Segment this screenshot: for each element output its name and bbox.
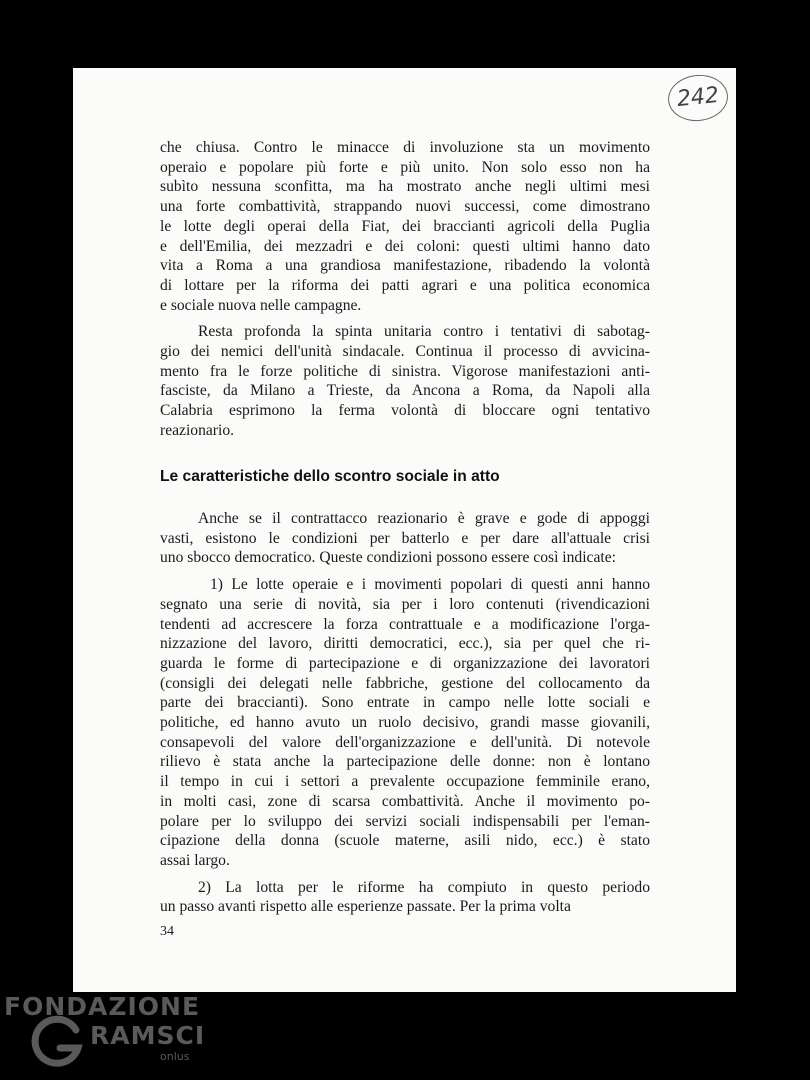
- text-line: assai largo.: [160, 851, 230, 869]
- text-line: Anche se il contrattacco reazionario è grave e gode di appoggi: [198, 510, 650, 527]
- text-line: nizzazione del lavoro, diritti democratici, ecc.), sia per quel che ri-: [160, 635, 650, 653]
- text-line: 2) La lotta per le riforme ha compiuto in questo periodo: [198, 878, 650, 896]
- logo-subtitle: onlus: [160, 1050, 190, 1063]
- logo-line-1: FONDAZIONE: [4, 992, 201, 1021]
- text-line: cipazione della donna (scuole materne, asili nido, ecc.) è stato: [160, 832, 650, 850]
- text-line: il tempo in cui i settori a prevalente occupazione femminile erano,: [160, 773, 650, 791]
- text-line: Resta profonda la spinta unitaria contro i tentativi di sabotag-: [198, 323, 650, 341]
- paragraph-4: [160, 575, 650, 871]
- text-line: 1) Le lotte operaie e i movimenti popolari di questi anni hanno: [210, 576, 650, 594]
- page-number: 34: [160, 924, 174, 939]
- text-line: segnato una serie di novità, sia per i loro contenuti (rivendicazioni: [160, 595, 650, 613]
- text-line: e dell'Emilia, dei mezzadri e dei coloni: questi ultimi hanno dato: [160, 237, 650, 255]
- text-line: politiche, ed hanno avuto un ruolo decisivo, grandi masse giovanili,: [160, 714, 650, 732]
- text-line: parte dei braccianti). Sono entrate in campo nelle lotte sociali e: [160, 694, 650, 712]
- text-line: tendenti ad accrescere la forza contrattuale e a modificazione l'orga-: [160, 615, 650, 633]
- text-line: rilievo è stata anche la partecipazione delle donne: non è lontano: [160, 753, 650, 771]
- text-line: vasti, esistono le condizioni per batterlo e per dare all'attuale crisi: [160, 529, 650, 547]
- section-2-text: [160, 509, 650, 924]
- paragraph-3: [160, 509, 650, 568]
- paragraph-1: [160, 138, 650, 315]
- paragraph-2: [160, 322, 650, 440]
- section-heading: Le caratteristiche dello scontro sociale in atto: [160, 468, 500, 485]
- text-line: gio dei nemici dell'unità sindacale. Continua il processo di avvicina-: [160, 343, 650, 361]
- text-line: consapevoli del valore dell'organizzazione e dell'unità. Di notevole: [160, 733, 650, 751]
- text-line: uno sbocco democratico. Queste condizioni possono essere così indicate:: [160, 549, 616, 567]
- logo-line-2: RAMSCI: [90, 1021, 206, 1050]
- text-line: un passo avanti rispetto alle esperienze passate. Per la prima volta: [160, 898, 571, 916]
- text-line: mento fra le forze politiche di sinistra. Vigorose manifestazioni anti-: [160, 362, 650, 380]
- text-line: che chiusa. Contro le minacce di involuzione sta un movimento: [160, 139, 650, 156]
- text-line: in molti casi, zone di scarsa combattività. Anche il movimento po-: [160, 792, 650, 810]
- text-line: operaio e popolare più forte e più unito. Non solo esso non ha: [160, 158, 650, 176]
- text-line: polare per lo sviluppo dei servizi sociali indispensabili per l'eman-: [160, 812, 650, 830]
- text-line: fasciste, da Milano a Trieste, da Ancona a Roma, da Napoli alla: [160, 382, 650, 400]
- text-line: reazionario.: [160, 421, 235, 439]
- fondazione-gramsci-logo: [0, 990, 230, 1080]
- archive-number-stamp: 242: [666, 72, 730, 124]
- text-line: subìto nessuna sconfitta, ma ha mostrato anche negli ultimi mesi: [160, 178, 650, 196]
- text-line: guarda le forme di partecipazione e di organizzazione dei lavoratori: [160, 654, 650, 672]
- text-line: vita a Roma a una grandiosa manifestazione, ribadendo la volontà: [160, 257, 650, 275]
- text-line: di lottare per la riforma dei patti agrari e una politica economica: [160, 276, 650, 294]
- text-line: e sociale nuova nelle campagne.: [160, 296, 362, 314]
- logo-g-icon: [30, 1014, 86, 1070]
- paragraph-5: [160, 878, 650, 917]
- text-line: una forte combattività, strappando nuovi successi, come dimostrano: [160, 198, 650, 216]
- text-line: Calabria esprimono la ferma volontà di bloccare ogni tentativo: [160, 402, 650, 420]
- text-line: (consigli dei delegati nelle fabbriche, gestione del collocamento da: [160, 674, 650, 692]
- section-1-text: [160, 138, 650, 448]
- text-line: le lotte degli operai della Fiat, dei braccianti agricoli della Puglia: [160, 217, 650, 235]
